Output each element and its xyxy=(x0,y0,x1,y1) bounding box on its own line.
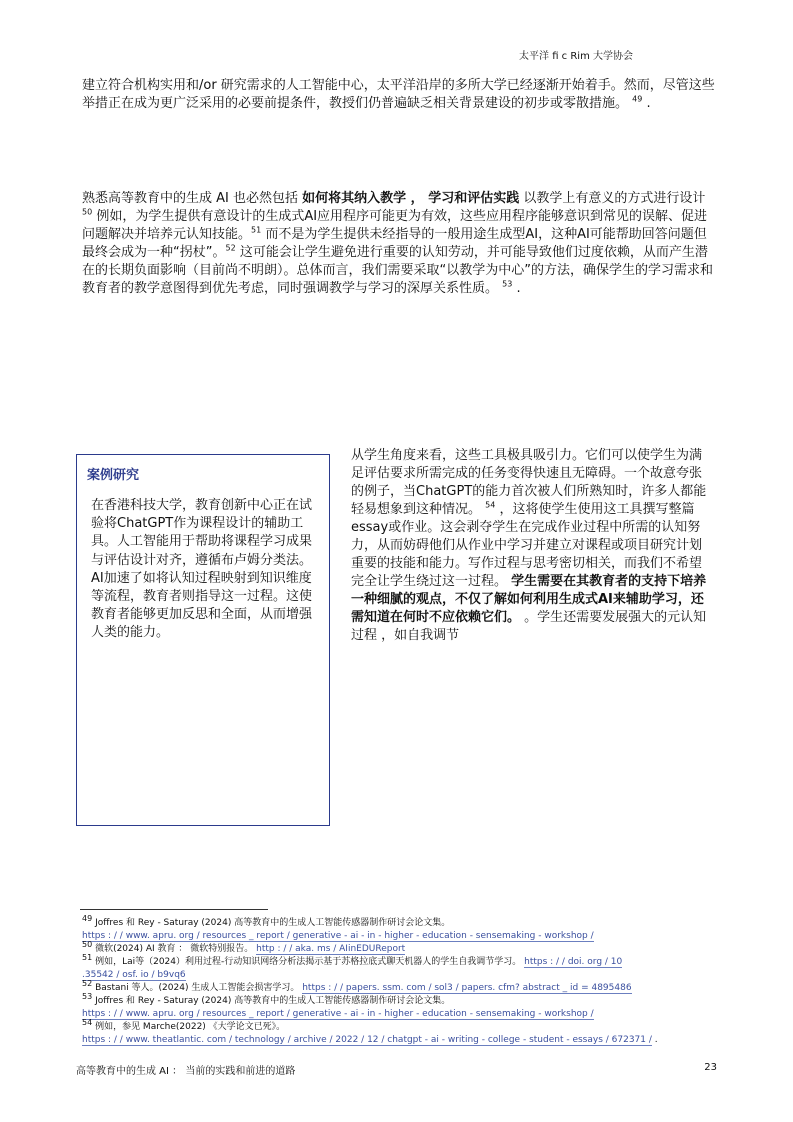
footnote-ref[interactable]: 52 xyxy=(225,243,236,253)
running-header: 太平洋 fi c Rim 大学协会 xyxy=(519,51,633,62)
footnote-ref[interactable]: 54 xyxy=(485,500,496,510)
footnote-url[interactable]: .35542 / osf. io / b9vq6 xyxy=(82,970,186,980)
page-footer-title: 高等教育中的生成 AI ： 当前的实践和前进的道路 xyxy=(76,1066,296,1077)
footnote-url[interactable]: http : / / aka. ms / AIinEDUReport xyxy=(256,944,406,954)
footnote-url[interactable]: https : / / www. apru. org / resources _ report / generative - ai - in - higher - education - sensemaking - workshop / xyxy=(82,931,594,941)
footnote-link xyxy=(82,1008,594,1020)
paragraph-end: . xyxy=(512,281,521,296)
footnote-number: 49 xyxy=(82,914,93,923)
footnote-51 xyxy=(82,953,623,968)
paragraph-student-perspective xyxy=(351,447,714,645)
footnote-number: 52 xyxy=(82,979,93,988)
footnote-text: 例如，参见 Marche(2022) 《大学论文已死》。 xyxy=(95,1022,286,1032)
footnote-text: Joffres 和 Rey - Saturay (2024) 高等教育中的生成人工智能传感器制作研讨会论文集。 xyxy=(95,996,451,1006)
emphasis-text: 如何将其纳入教学 ， 学习和评估实践 xyxy=(302,191,520,206)
footnote-52 xyxy=(82,979,632,994)
paragraph-text: 从学生角度来看，这些工具极具吸引力。它们可以使学生为满足评估要求所需完成的任务变得快速且无障碍。一个故意夸张的例子，当ChatGPT的能力首次被人们所熟知时，许多人都能轻易想象到这种情况。 xyxy=(351,448,707,517)
footnote-text: Bastani 等人。(2024) 生成人工智能会损害学习。 xyxy=(95,983,300,993)
footnote-url[interactable]: https : / / www. apru. org / resources _ report / generative - ai - in - higher - education - sensemaking - workshop / xyxy=(82,1009,594,1019)
footnote-49 xyxy=(82,914,451,929)
footnote-link xyxy=(82,1034,658,1046)
footnote-text: 微软(2024) AI 教育 ： 微软特别报告。 xyxy=(95,944,254,954)
paragraph-text: 而不是为学生提供未经指导的一般用途生成型AI，这种AI可能帮助回答问题但最终会成为一种“拐杖”。 xyxy=(82,227,707,260)
paragraph-pedagogy xyxy=(82,190,718,298)
footnote-ref[interactable]: 51 xyxy=(251,225,262,235)
footnote-53 xyxy=(82,992,451,1007)
paragraph-end: . xyxy=(642,96,651,111)
footnote-ref[interactable]: 50 xyxy=(82,207,93,217)
footnote-text: Joffres 和 Rey - Saturay (2024) 高等教育中的生成人工智能传感器制作研讨会论文集。 xyxy=(95,918,451,928)
paragraph-text: ，这将使学生使用这工具撰写整篇essay或作业。这会剥夺学生在完成作业过程中所需的认知努力，从而妨碍他们从作业中学习并建立对课程或项目研究计划重要的技能和能力。写作过程与思考密切相关，而我们不希望完全让学生绕过这一过程。 xyxy=(351,502,703,589)
footnote-url[interactable]: https : / / papers. ssm. com / sol3 / papers. cfm? abstract _ id = 4895486 xyxy=(302,983,632,993)
footnote-link xyxy=(82,930,594,942)
paragraph-text: 熟悉高等教育中的生成 AI 也必然包括 xyxy=(82,191,298,206)
case-study-title: 案例研究 xyxy=(87,468,140,483)
footnote-text: 例如，Lai等（2024）利用过程-行动知识网络分析法揭示基于苏格拉底式聊天机器人的学生自我调节学习。 xyxy=(95,957,522,967)
page-number: 23 xyxy=(704,1062,717,1073)
paragraph-ai-centers xyxy=(82,77,718,113)
footnote-divider xyxy=(80,909,268,910)
footnote-ref[interactable]: 49 xyxy=(632,94,643,104)
footnote-number: 50 xyxy=(82,940,93,949)
footnote-link xyxy=(82,969,186,981)
footnote-end: . xyxy=(651,1035,658,1045)
footnote-url[interactable]: https : / / doi. org / 10 xyxy=(524,957,623,967)
footnote-number: 53 xyxy=(82,992,93,1001)
footnote-number: 51 xyxy=(82,953,93,962)
paragraph-text: 建立符合机构实用和/or 研究需求的人工智能中心，太平洋沿岸的多所大学已经逐渐开始着手。然而，尽管这些举措正在成为更广泛采用的必要前提条件，教授们仍普遍缺乏相关背景建设的初步或零散措施。 xyxy=(82,78,715,111)
paragraph-text: 这可能会让学生避免进行重要的认知劳动，并可能导致他们过度依赖，从而产生潜在的长期负面影响（目前尚不明朗）。总体而言，我们需要采取“以教学为中心”的方法，确保学生的学习需求和教育者的教学意图得到优先考虑，同时强调教学与学习的深厚关系性质。 xyxy=(82,245,713,296)
paragraph-text: 以教学上有意义的方式进行设计 xyxy=(523,191,706,206)
footnote-url[interactable]: https : / / www. theatlantic. com / technology / archive / 2022 / 12 / chatgpt - ai - writing - college - student - essays / 672371 / xyxy=(82,1035,652,1045)
footnote-50 xyxy=(82,940,406,955)
footnote-number: 54 xyxy=(82,1018,93,1027)
footnote-ref[interactable]: 53 xyxy=(502,279,513,289)
case-study-body: 在香港科技大学，教育创新中心正在试验将ChatGPT作为课程设计的辅助工具。人工智能用于帮助将课程学习成果与评估设计对齐，遵循布卢姆分类法。AI加速了如将认知过程映射到知识维度等流程，教育者则指导这一过程。这使教育者能够更加反思和全面，从而增强人类的能力。 xyxy=(91,498,313,641)
paragraph-text: 。学生还需要发展强大的元认知过程 ，如自我调节 xyxy=(351,610,707,643)
emphasis-text: 学生需要在其教育者的支持下培养一种细腻的观点，不仅了解如何利用生成式AI来辅助学习，还需知道在何时不应依赖它们。 xyxy=(351,574,707,625)
footnote-54 xyxy=(82,1018,286,1033)
paragraph-text: 例如，为学生提供有意设计的生成式AI应用程序可能更为有效，这些应用程序能够意识到常见的误解、促进问题解决并培养元认知技能。 xyxy=(82,209,708,242)
case-study-box xyxy=(76,454,330,826)
